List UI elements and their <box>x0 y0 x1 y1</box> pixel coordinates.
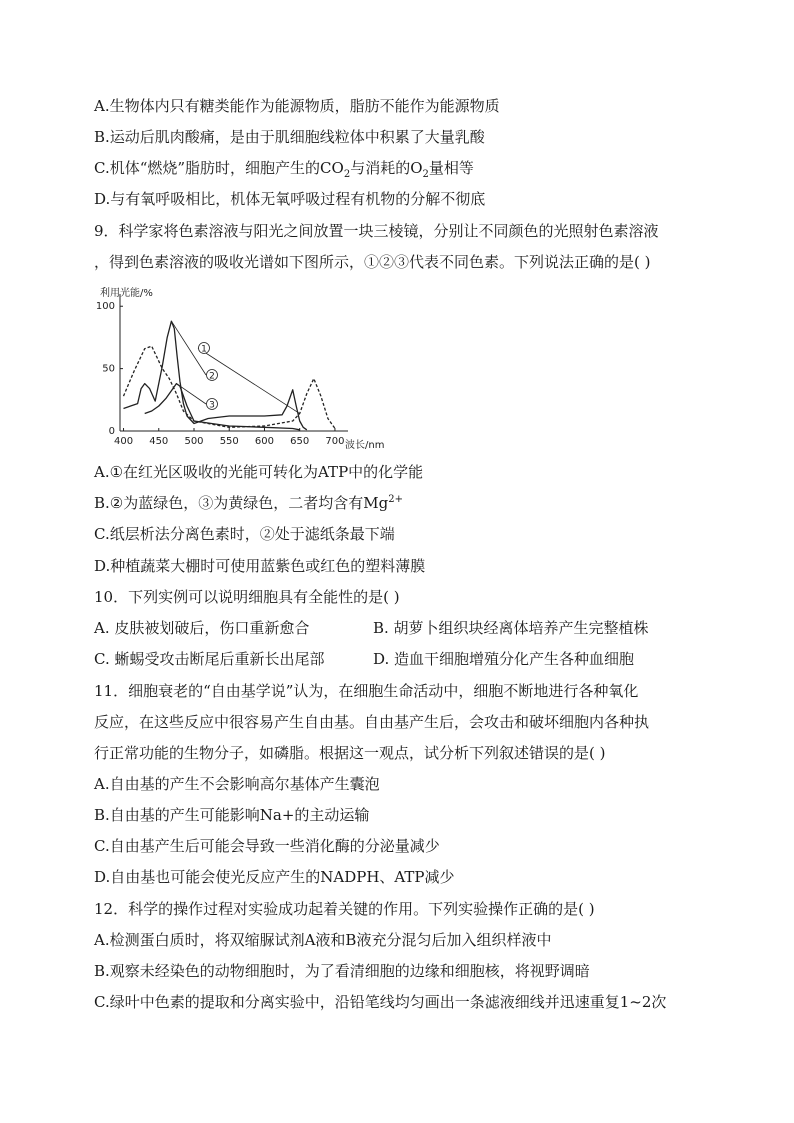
q9-option-b <box>94 493 403 513</box>
chart-x-tick-label: 650 <box>290 436 310 447</box>
chart-x-tick-label: 500 <box>184 436 204 447</box>
q12-option-b: B.观察未经染色的动物细胞时，为了看清细胞的边缘和细胞核，将视野调暗 <box>94 962 590 980</box>
absorption-spectrum-chart <box>94 282 394 454</box>
chart-x-tick-label: 700 <box>325 436 345 447</box>
q9-option-a: A.①在红光区吸收的光能可转化为ATP中的化学能 <box>94 463 424 481</box>
q12-option-a: A.检测蛋白质时，将双缩脲试剂A液和B液充分混匀后加入组织样液中 <box>94 931 552 949</box>
q9-option-c: C.纸层析法分离色素时，②处于滤纸条最下端 <box>94 525 395 543</box>
q10-option-a: A. 皮肤被划破后，伤口重新愈合 <box>94 619 310 637</box>
chart-series-group <box>124 321 336 430</box>
q11-option-c: C.自由基产生后可能会导致一些消化酶的分泌量减少 <box>94 837 440 855</box>
q9-option-b-sup: 2+ <box>388 494 403 505</box>
q8-option-c-sub1: 2 <box>343 169 351 180</box>
q8-option-c-sub2: 2 <box>422 169 429 180</box>
chart-y-tick-label: 50 <box>102 363 115 375</box>
chart-x-tick-label: 550 <box>219 436 239 447</box>
q9-stem-line2: ，得到色素溶液的吸收光谱如下图所示，①②③代表不同色素。下列说法正确的是( ) <box>94 253 651 271</box>
chart-series-leader <box>176 384 206 404</box>
chart-x-tick-label: 600 <box>254 436 275 447</box>
chart-xlabel: 波长/nm <box>345 440 385 451</box>
q10-option-c: C. 蜥蜴受攻击断尾后重新长出尾部 <box>94 650 325 668</box>
chart-x-tick-label: 450 <box>149 436 169 447</box>
chart-series-label-group <box>171 321 299 413</box>
q11-option-d: D.自由基也可能会使光反应产生的NADPH、ATP减少 <box>94 868 455 886</box>
q9-stem-line1: 9．科学家将色素溶液与阳光之间放置一块三棱镜，分别让不同颜色的光照射色素溶液 <box>94 222 659 240</box>
q12-stem: 12．科学的操作过程对实验成功起着关键的作用。下列实验操作正确的是( ) <box>94 900 595 918</box>
chart-x-tick-label: 400 <box>113 436 134 447</box>
q8-option-a: A.生物体内只有糖类能作为能源物质，脂肪不能作为能源物质 <box>94 97 500 115</box>
chart-series-label: 3 <box>209 400 215 411</box>
q11-stem-line2: 反应，在这些反应中很容易产生自由基。自由基产生后，会攻击和破坏细胞内各种执 <box>94 713 650 731</box>
q10-option-d: D. 造血干细胞增殖分化产生各种血细胞 <box>373 650 635 668</box>
q11-stem-line1: 11．细胞衰老的“自由基学说”认为，在细胞生命活动中，细胞不断地进行各种氧化 <box>94 682 639 700</box>
q11-option-a: A.自由基的产生不会影响高尔基体产生囊泡 <box>94 775 380 793</box>
q12-option-c: C.绿叶中色素的提取和分离实验中，沿铅笔线均匀画出一条滤液细线并迅速重复1~2次 <box>94 993 667 1011</box>
q10-option-b: B. 胡萝卜组织块经离体培养产生完整植株 <box>373 619 649 637</box>
q11-option-b: B.自由基的产生可能影响Na+的主动运输 <box>94 806 370 824</box>
q8-option-b: B.运动后肌肉酸痛，是由于肌细胞线粒体中积累了大量乳酸 <box>94 128 485 146</box>
q11-stem-line3: 行正常功能的生物分子，如磷脂。根据这一观点，试分析下列叙述错误的是( ) <box>94 744 606 762</box>
chart-series-label: 2 <box>209 371 215 382</box>
q10-stem: 10．下列实例可以说明细胞具有全能性的是( ) <box>94 588 400 606</box>
q8-option-c-part2: 与消耗的O <box>350 159 423 177</box>
q8-option-c-part3: 量相等 <box>428 159 474 177</box>
q9-option-b-text: B.②为蓝绿色，③为黄绿色，二者均含有Mg <box>94 494 389 512</box>
chart-ylabel: 利用光能/% <box>100 288 153 299</box>
chart-series-label: 1 <box>201 344 207 355</box>
q8-option-d: D.与有氧呼吸相比，机体无氧呼吸过程有机物的分解不彻底 <box>94 190 486 208</box>
q8-option-c-part1: C.机体“燃烧”脂肪时，细胞产生的CO <box>94 159 344 177</box>
chart-series-line <box>145 384 300 430</box>
q8-option-c <box>94 158 474 178</box>
q9-option-d: D.种植蔬菜大棚时可使用蓝紫色或红色的塑料薄膜 <box>94 557 426 575</box>
chart-y-tick-label: 100 <box>95 301 115 313</box>
chart-y-tick-label: 0 <box>108 426 115 437</box>
